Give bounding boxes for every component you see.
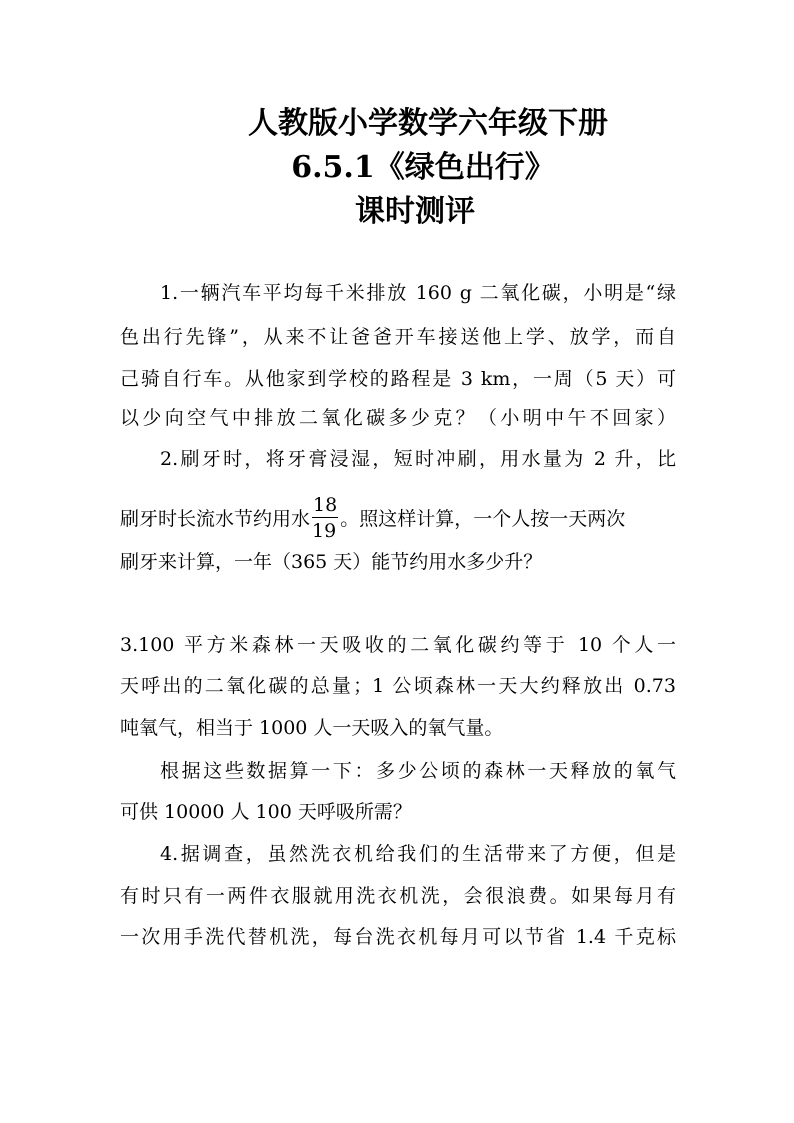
document-title: 人教版小学数学六年级下册 [248,106,608,141]
q4-line-3: 一次用手洗代替机洗，每台洗衣机每月可以节省 1.4 千克标 [120,926,676,948]
q4-line-1: 4.据调查，虽然洗衣机给我们的生活带来了方便，但是 [160,843,676,865]
q3-line-5: 可供 10000 人 100 天呼吸所需？ [120,801,412,823]
q4-line-2: 有时只有一两件衣服就用洗衣机洗，会很浪费。如果每月有 [120,885,676,907]
q2-line-1: 2.刷牙时，将牙膏浸湿，短时冲刷，用水量为 2 升，比 [160,448,676,470]
fraction-18-19 [312,494,338,542]
fraction-numerator: 18 [313,494,338,516]
q2-line-2-start: 刷牙时长流水节约用水 [120,508,311,530]
q1-line-3: 己骑自行车。从他家到学校的路程是 3 km，一周（5 天）可 [120,368,676,390]
lesson-title: 6.5.1《绿色出行》 [291,150,555,185]
q1-line-2: 色出行先锋”，从来不让爸爸开车接送他上学、放学，而自 [120,326,676,348]
q3-line-4: 根据这些数据算一下：多少公顷的森林一天释放的氧气 [160,760,676,782]
q2-line-2-end: 。照这样计算，一个人按一天两次 [340,508,626,530]
fraction-denominator: 19 [312,520,337,542]
q2-line-3: 刷牙来计算，一年（365 天）能节约用水多少升？ [120,551,543,573]
q2-line-2 [120,496,676,544]
q3-line-1: 3.100 平方米森林一天吸收的二氧化碳约等于 10 个人一 [120,634,676,656]
assessment-title: 课时测评 [355,194,475,229]
q1-line-1: 1.一辆汽车平均每千米排放 160 g 二氧化碳，小明是“绿 [160,282,676,304]
q1-line-4: 以少向空气中排放二氧化碳多少克？（小明中午不回家） [120,407,676,429]
q3-line-2: 天呼出的二氧化碳的总量；1 公顷森林一天大约释放出 0.73 [120,675,676,697]
q3-line-3: 吨氧气，相当于 1000 人一天吸入的氧气量。 [120,717,504,739]
